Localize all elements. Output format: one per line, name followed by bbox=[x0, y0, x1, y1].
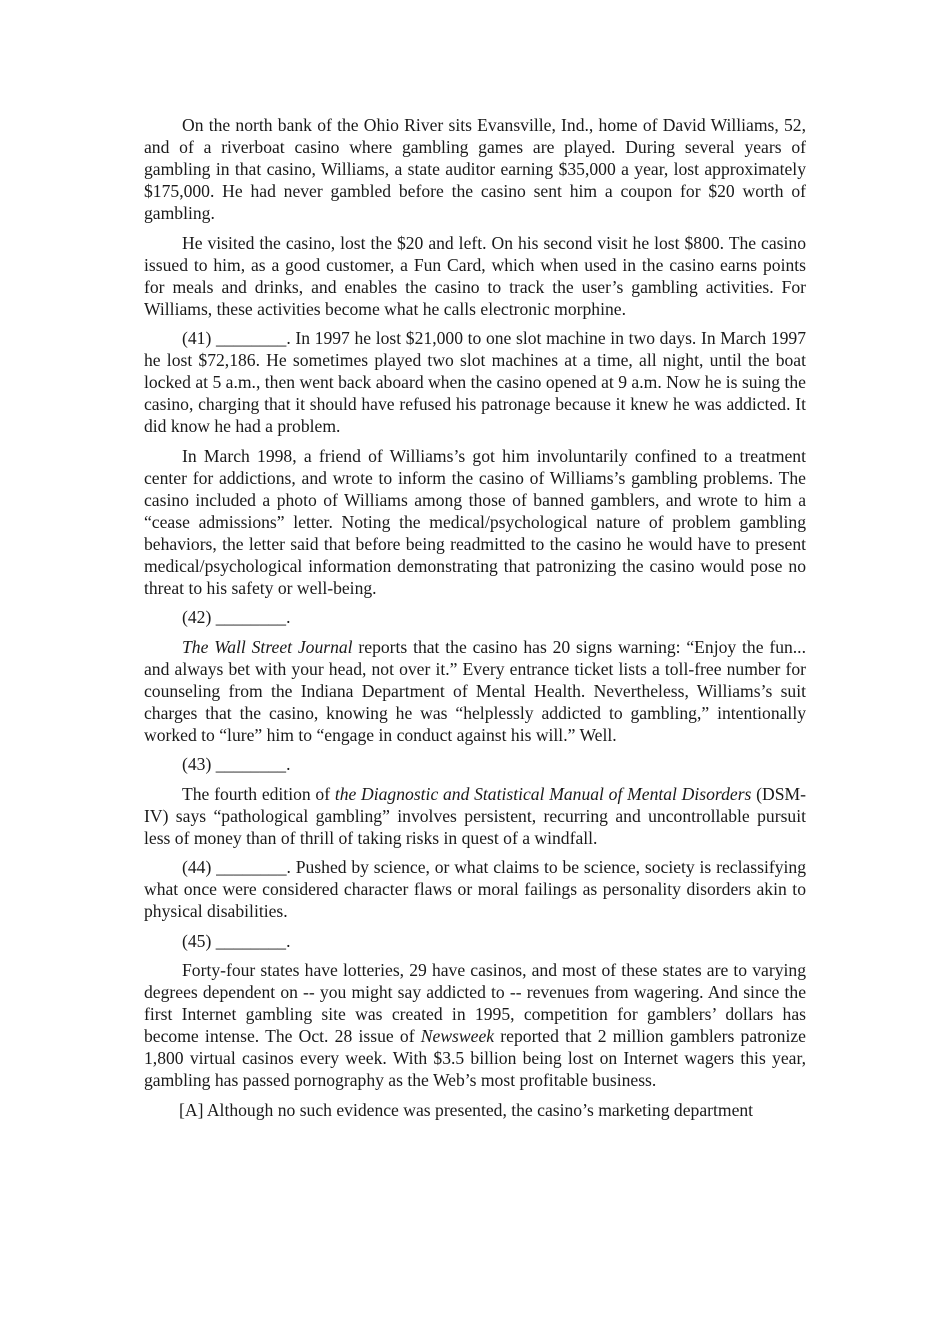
paragraph-fun-card: He visited the casino, lost the $20 and left. On his second visit he lost $800. The casino issued to him, as a good customer, a Fun Card, which when used in the casino earns points for meals and drinks, and enables the casino to track the user’s gambling activities. For Williams, these activities become what he calls electronic morphine. bbox=[144, 232, 806, 319]
dsm-lead: The fourth edition of bbox=[182, 783, 335, 804]
wsj-title: The Wall Street Journal bbox=[182, 636, 353, 657]
lotteries-text: reported that 2 million gamblers patronize 1,800 virtual casinos every week. With $3.5 billion being lost on Internet wagers this year, gambling has passed pornography as the Web’s most profitable business. bbox=[144, 1026, 806, 1090]
paragraph-blank-44: (44) ________. Pushed by science, or what claims to be science, society is reclassifying what once were considered character flaws or moral failings as personality disorders akin to physical disabilities. bbox=[144, 857, 806, 921]
paragraph-march-1998: In March 1998, a friend of Williams’s got him involuntarily confined to a treatment center for addictions, and wrote to inform the casino of Williams’s gambling problems. The casino included a photo of Williams among those of banned gamblers, and wrote to him a “cease admissions” letter. Noting the medical/psychological nature of problem gambling behaviors, the letter said that before being readmitted to the casino he would have to present medical/psychological information demonstrating that patronizing the casino would pose no threat to his safety or well-being. bbox=[144, 445, 806, 598]
document-page bbox=[144, 114, 806, 1121]
paragraph-dsm-iv bbox=[144, 783, 806, 849]
newsweek-title: Newsweek bbox=[420, 1026, 495, 1046]
lotteries-lead: Forty-four states have lotteries, 29 have casinos, and most of these states are to varying degrees dependent on -- you might say addicted to -- revenues from wagering. And since the first Internet gambling site was created in 1995, competition for gamblers’ dollars has become intense. The Oct. 28 issue of bbox=[144, 960, 806, 1046]
paragraph-intro: On the north bank of the Ohio River sits Evansville, Ind., home of David Williams, 52, and of a riverboat casino where gambling games are played. During several years of gambling in that casino, Williams, a state auditor earning $35,000 a year, lost approximately $175,000. He had never gambled before the casino sent him a coupon for $20 worth of gambling. bbox=[144, 115, 806, 223]
blank-42: (42) ________. bbox=[182, 607, 291, 627]
wsj-text: reports that the casino has 20 signs warning: “Enjoy the fun... and always bet with your head, not over it.” Every entrance ticket lists a toll-free number for counseling from the Indiana Department of Mental Health. Nevertheless, Williams’s suit charges that the casino, knowing he was “helplessly addicted to gambling,” intentionally worked to “lure” him to “engage in conduct against his will.” Well. bbox=[144, 636, 806, 745]
paragraph-blank-41: (41) ________. In 1997 he lost $21,000 to one slot machine in two days. In March 1997 he lost $72,186. He sometimes played two slot machines at a time, all night, until the boat locked at 5 a.m., then went back aboard when the casino opened at 9 a.m. Now he is suing the casino, charging that it should have refused his patronage because it knew he was addicted. It did know he had a problem. bbox=[144, 328, 806, 436]
paragraph-lotteries bbox=[144, 959, 806, 1091]
paragraph-wsj bbox=[144, 636, 806, 746]
blank-45: (45) ________. bbox=[182, 930, 291, 951]
dsm-title: the Diagnostic and Statistical Manual of Mental Disorders bbox=[334, 783, 752, 804]
blank-43: (43) ________. bbox=[182, 754, 291, 774]
option-a: [A] Although no such evidence was presented, the casino’s marketing department bbox=[179, 1099, 754, 1120]
dsm-text: (DSM-IV) says “pathological gambling” involves persistent, recurring and uncontrollable pursuit less of money than of thrill of taking risks in quest of a windfall. bbox=[144, 783, 806, 848]
